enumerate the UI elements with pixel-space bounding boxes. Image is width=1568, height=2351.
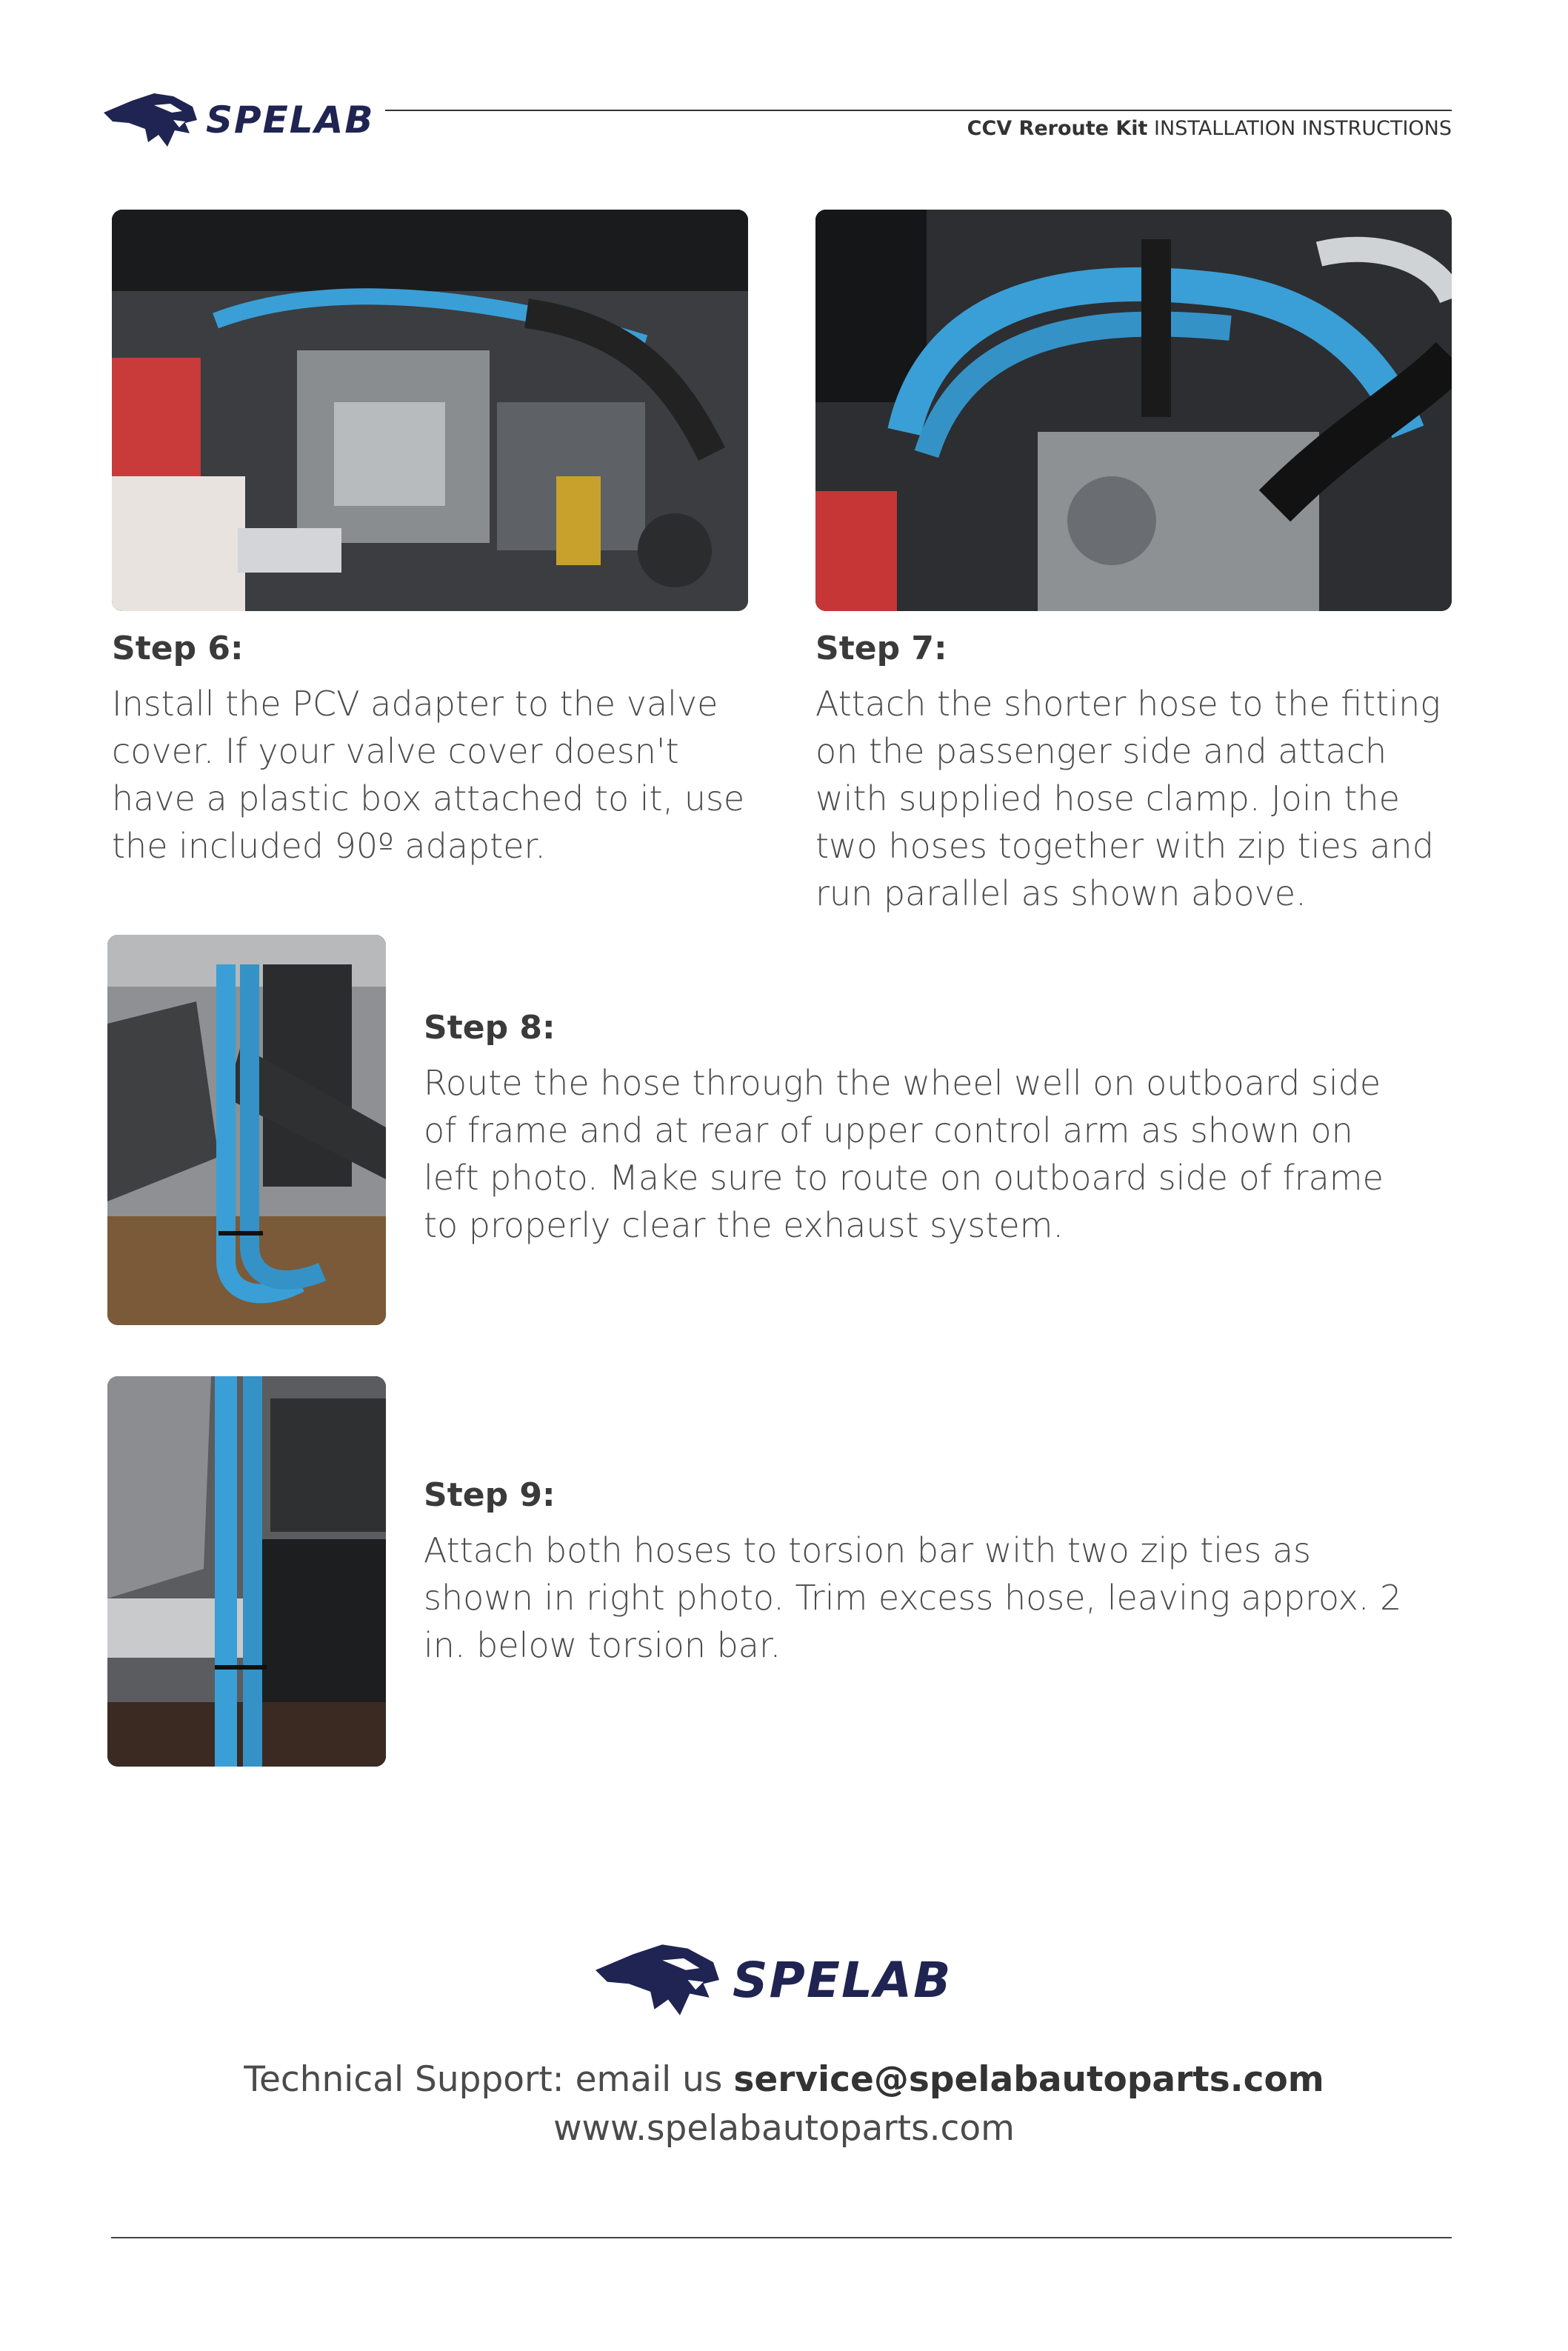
website-link[interactable]: www.spelabautoparts.com [553, 2108, 1015, 2149]
step8-body: Route the hose through the wheel well on outboard side of frame and at rear of upper control arm as shown on left photo. Make sure to route on outboard side of frame to properly clear the exhaust system. [424, 1063, 1384, 1245]
step8-wheelwell-photo [107, 935, 386, 1325]
header-logo [102, 90, 374, 150]
footer-logo [593, 1941, 952, 2019]
step7-body: Attach the shorter hose to the fitting on the passenger side and attach with supplied hose clamp. Join the two hoses together with zip ties and run parallel as shown above. [815, 684, 1441, 913]
step7-title: Step 7: [815, 630, 947, 667]
step6-engine-photo [112, 210, 748, 611]
support-email-link[interactable]: service@spelabautoparts.com [733, 2059, 1324, 2100]
step7-hose-photo [815, 210, 1452, 611]
panther-logo-icon [593, 1941, 722, 2019]
header-brand-text: SPELAB [206, 99, 375, 141]
step9-torsionbar-photo [107, 1376, 386, 1767]
step6-body: Install the PCV adapter to the valve cover. If your valve cover doesn't have a plastic box attached to it, use the included 90º adapter. [112, 684, 745, 866]
step8-title: Step 8: [424, 1009, 556, 1047]
support-line [0, 2059, 1568, 2100]
panther-logo-icon [102, 90, 198, 150]
step6-title: Step 6: [112, 630, 244, 667]
doc-title-bold: CCV Reroute Kit [967, 117, 1148, 140]
footer-brand-text: SPELAB [733, 1951, 953, 2009]
step9-title: Step 9: [424, 1476, 556, 1514]
doc-title-rest: INSTALLATION INSTRUCTIONS [1154, 117, 1452, 140]
header-doc-title [967, 117, 1452, 140]
support-prefix: Technical Support: email us [244, 2059, 734, 2100]
step9-body: Attach both hoses to torsion bar with two zip ties as shown in right photo. Trim excess hose, leaving approx. 2 in. below torsion bar. [424, 1530, 1402, 1665]
footer-rule [111, 2237, 1452, 2238]
header-rule [385, 110, 1452, 111]
